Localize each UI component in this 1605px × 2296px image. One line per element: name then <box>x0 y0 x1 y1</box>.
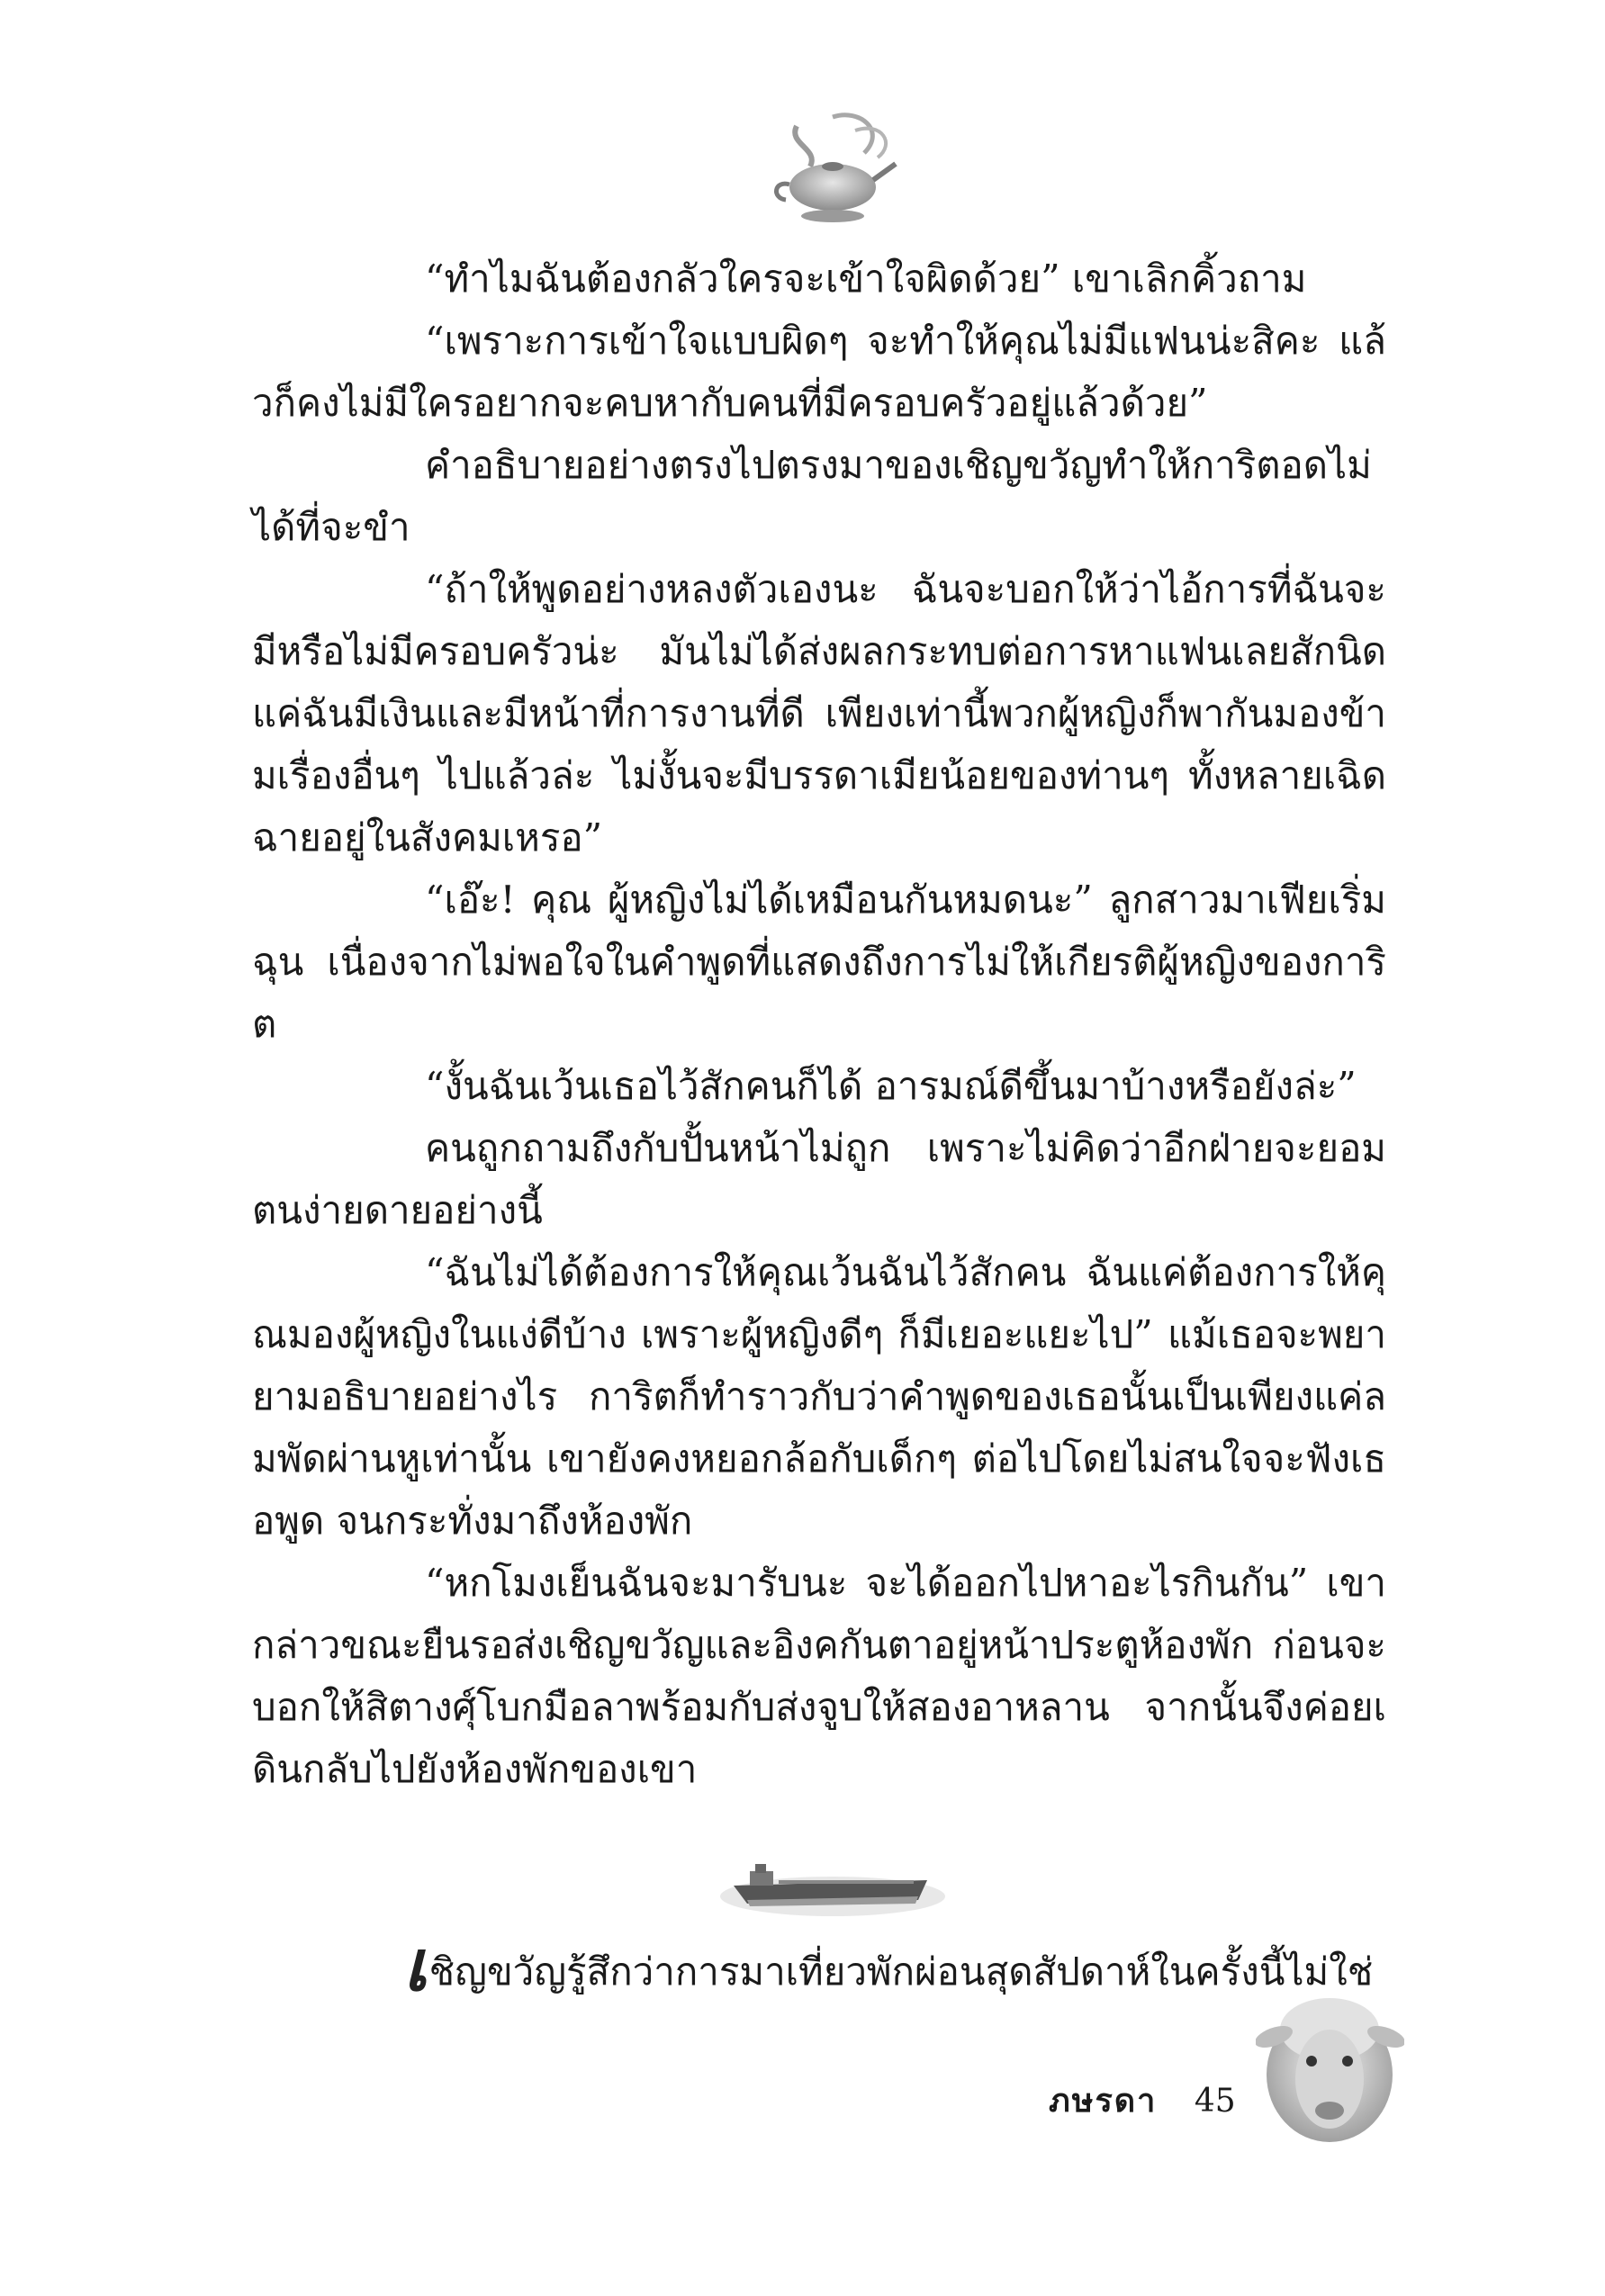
paragraph: “ทำไมฉันต้องกลัวใครจะเข้าใจผิดด้วย” เขาเลิกคิ้วถาม <box>425 257 1307 301</box>
paragraph: “ถ้าให้พูดอย่างหลงตัวเองนะ ฉันจะบอกให้ว่าไอ้การที่ฉันจะมีหรือไม่มีครอบครัวน่ะ มันไม่ได้ส่งผลกระทบต่อการหาแฟนเลยสักนิด แค่ฉันมีเงินและมีหน้าที่การงานที่ดี เพียงเท่านี้พวกผู้หญิงก็พากันมองข้ามเรื่องอื่นๆ ไปแล้วล่ะ ไม่งั้นจะมีบรรดาเมียน้อยของท่านๆ ทั้งหลายเฉิดฉายอยู่ในสังคมเหรอ” <box>252 567 1386 860</box>
paragraph: “หกโมงเย็นฉันจะมารับนะ จะได้ออกไปหาอะไรกินกัน” เขากล่าวขณะยืนรอส่งเชิญขวัญและอิงคกันตาอยู่หน้าประตูห้องพัก ก่อนจะบอกให้สิตางศุ์โบกมือลาพร้อมกับส่งจูบให้สองอาหลาน จากนั้นจึงค่อยเดินกลับไปยังห้องพักของเขา <box>252 1561 1386 1791</box>
paragraph: “เอ๊ะ! คุณ ผู้หญิงไม่ได้เหมือนกันหมดนะ” ลูกสาวมาเฟียเริ่มฉุน เนื่องจากไม่พอใจในคำพูดที่แสดงถึงการไม่ให้เกียรติผู้หญิงของการิต <box>252 878 1386 1046</box>
page-footer <box>1049 2075 1236 2126</box>
teapot-ornament-icon <box>770 108 905 230</box>
book-title: ภษรดา <box>1049 2082 1158 2120</box>
paragraph: คนถูกถามถึงกับปั้นหน้าไม่ถูก เพราะไม่คิดว่าอีกฝ่ายจะยอมตนง่ายดายอย่างนี้ <box>252 1126 1386 1232</box>
ship-icon <box>716 1841 950 1922</box>
body-text <box>252 248 1386 1800</box>
drop-cap: เ <box>403 1925 428 2007</box>
paragraph: “ฉันไม่ได้ต้องการให้คุณเว้นฉันไว้สักคน ฉันแค่ต้องการให้คุณมองผู้หญิงในแง่ดีบ้าง เพราะผู้หญิงดีๆ ก็มีเยอะแยะไป” แม้เธอจะพยายามอธิบายอย่างไร การิตก็ทำราวกับว่าคำพูดของเธอนั้นเป็นเพียงแค่ลมพัดผ่านหูเท่านั้น เขายังคงหยอกล้อกับเด็กๆ ต่อไปโดยไม่สนใจจะฟังเธอพูด จนกระทั่งมาถึงห้องพัก <box>252 1250 1386 1543</box>
paragraph: “เพราะการเข้าใจแบบผิดๆ จะทำให้คุณไม่มีแฟนน่ะสิคะ แล้วก็คงไม่มีใครอยากจะคบหากับคนที่มีครอบครัวอยู่แล้วด้วย” <box>252 319 1386 425</box>
sheep-icon <box>1256 1976 1404 2147</box>
page-number: 45 <box>1194 2083 1236 2120</box>
paragraph: “งั้นฉันเว้นเธอไว้สักคนก็ได้ อารมณ์ดีขึ้นมาบ้างหรือยังล่ะ” <box>425 1064 1357 1108</box>
chapter-section-opening <box>403 1925 1393 2007</box>
opening-text: ชิญขวัญรู้สึกว่าการมาเที่ยวพักผ่อนสุดสัปดาห์ในครั้งนี้ไม่ใช่ <box>428 1949 1374 1994</box>
paragraph: คำอธิบายอย่างตรงไปตรงมาของเชิญขวัญทำให้การิตอดไม่ได้ที่จะขำ <box>252 443 1372 549</box>
